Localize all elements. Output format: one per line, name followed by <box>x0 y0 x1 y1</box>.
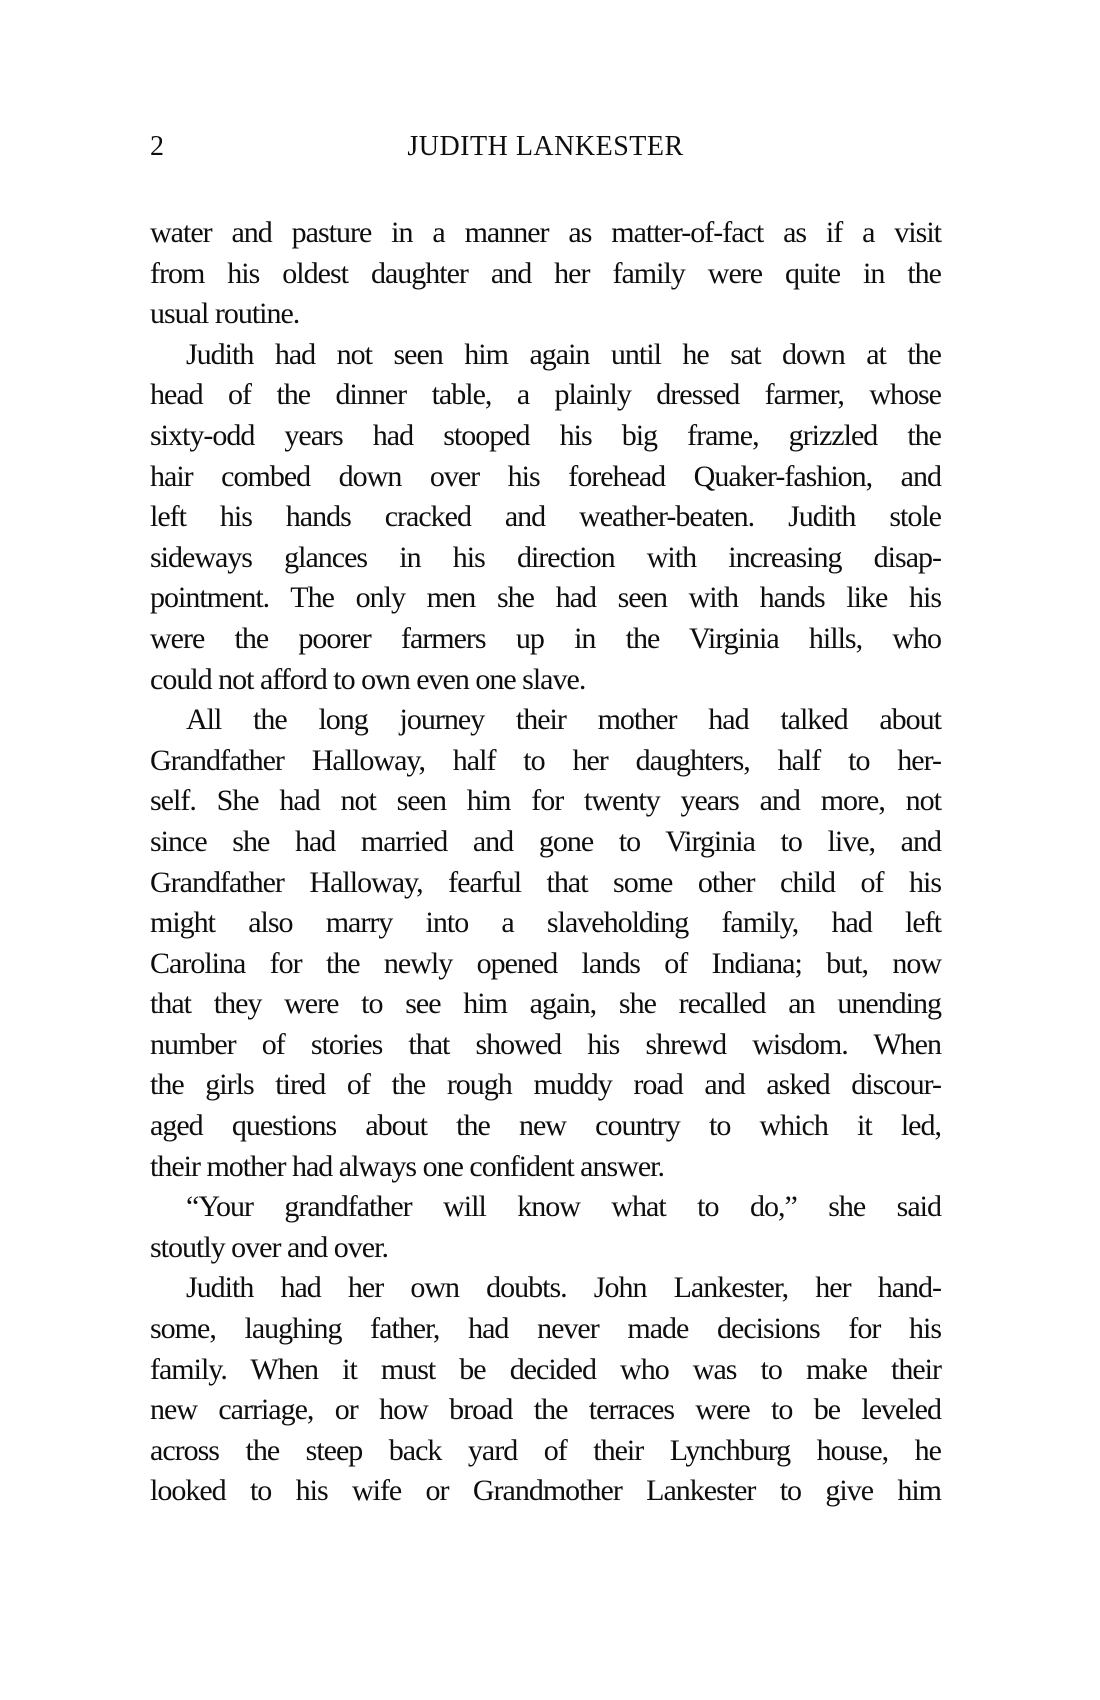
text-line: number of stories that showed his shrewd wisdom. When <box>150 1027 941 1061</box>
text-line: hair combed down over his forehead Quaker-fashion, and <box>150 459 941 493</box>
text-line: self. She had not seen him for twenty years and more, not <box>150 784 941 818</box>
running-title: JUDITH LANKESTER <box>407 131 684 162</box>
text-line: aged questions about the new country to which it led, <box>150 1109 941 1143</box>
text-line: since she had married and gone to Virginia to live, and <box>150 824 941 858</box>
text-line: usual routine. <box>150 297 300 331</box>
body-text <box>150 213 941 1512</box>
text-line: that they were to see him again, she recalled an unending <box>150 987 941 1021</box>
text-line: new carriage, or how broad the terraces were to be leveled <box>150 1393 941 1427</box>
text-line: stoutly over and over. <box>150 1230 388 1264</box>
text-line: Carolina for the newly opened lands of Indiana; but, now <box>150 946 941 980</box>
text-line: left his hands cracked and weather-beaten. Judith stole <box>150 500 941 534</box>
text-line: across the steep back yard of their Lynchburg house, he <box>150 1433 941 1467</box>
text-line: were the poorer farmers up in the Virginia hills, who <box>150 621 941 655</box>
text-line: could not afford to own even one slave. <box>150 662 586 696</box>
text-line: family. When it must be decided who was to make their <box>150 1352 941 1386</box>
text-line: water and pasture in a manner as matter-of-fact as if a visit <box>150 216 941 249</box>
text-line: the girls tired of the rough muddy road and asked discour- <box>150 1068 941 1102</box>
text-line: Grandfather Halloway, fearful that some other child of his <box>150 865 941 899</box>
text-line: some, laughing father, had never made decisions for his <box>150 1312 941 1346</box>
text-line: pointment. The only men she had seen with hands like his <box>150 581 941 615</box>
page-number: 2 <box>150 131 164 162</box>
running-header <box>150 130 941 170</box>
text-line: Judith had not seen him again until he sat down at the <box>186 337 941 371</box>
text-line: “Your grandfather will know what to do,” she said <box>186 1190 941 1224</box>
text-line: looked to his wife or Grandmother Lankester to give him <box>150 1474 941 1508</box>
text-line: their mother had always one confident answer. <box>150 1149 664 1183</box>
text-line: might also marry into a slaveholding family, had left <box>150 906 941 940</box>
text-line: head of the dinner table, a plainly dressed farmer, whose <box>150 378 941 412</box>
text-line: Judith had her own doubts. John Lankester, her hand- <box>186 1271 941 1305</box>
text-line: All the long journey their mother had talked about <box>186 703 941 737</box>
text-line: Grandfather Halloway, half to her daughters, half to her- <box>150 743 941 777</box>
text-line: from his oldest daughter and her family were quite in the <box>150 256 941 290</box>
text-line: sideways glances in his direction with increasing disap- <box>150 540 941 574</box>
text-line: sixty-odd years had stooped his big frame, grizzled the <box>150 418 941 452</box>
